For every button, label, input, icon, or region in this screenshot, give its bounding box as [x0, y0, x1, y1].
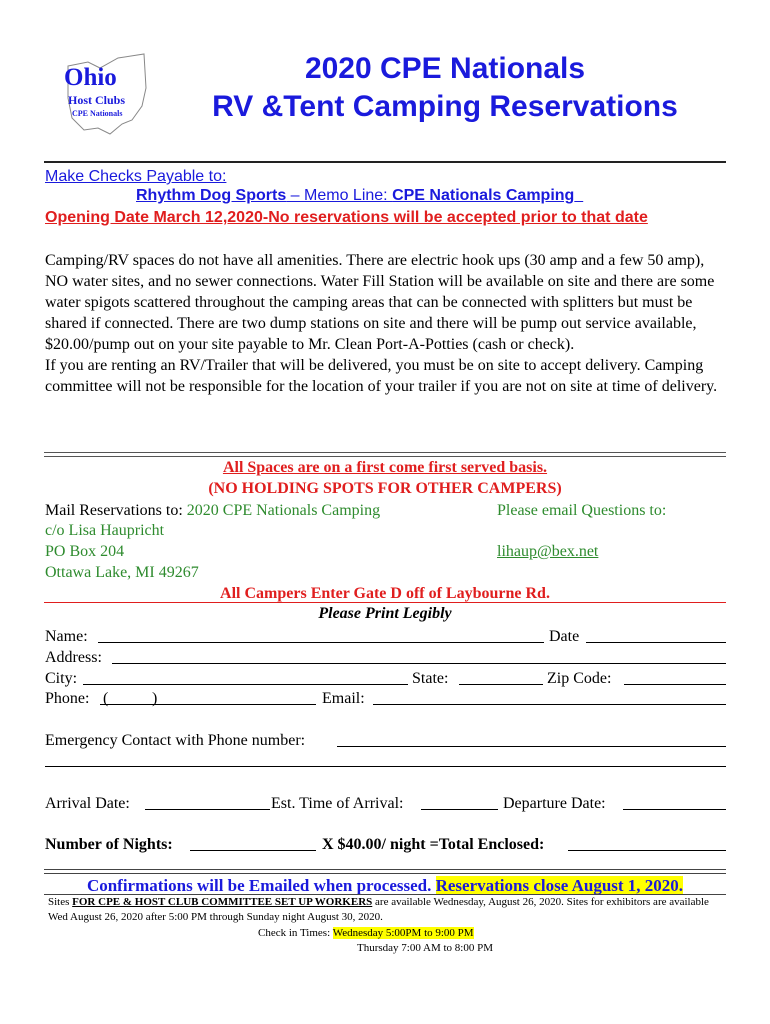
- logo-host-clubs-text: Host Clubs: [68, 93, 126, 107]
- amenities-paragraph: Camping/RV spaces do not have all amenities. There are electric hook ups (30 amp and a few 50 amp), NO water sites, and no sewer connections. Water Fill Station will be available on site and there are some water spigots scattered throughout the camping areas that can be connected with splitters but must be shared if connected. There are two dump stations on site and there will be pump out service available, $20.00/pump out on your site payable to Mr. Clean Port-A-Potties (cash or check).: [45, 252, 715, 353]
- first-come-text: All Spaces are on a first come first served basis.: [222, 459, 548, 476]
- name-field[interactable]: [98, 642, 544, 643]
- questions-email-link[interactable]: lihaup@bex.net: [497, 543, 599, 560]
- memo-value: CPE Nationals Camping: [392, 187, 575, 204]
- mail-box: PO Box 204: [45, 543, 125, 560]
- questions-label: Please email Questions to:: [497, 502, 667, 519]
- opening-date-notice: Opening Date March 12,2020-No reservations will be accepted prior to that date: [45, 209, 648, 226]
- state-field[interactable]: [459, 684, 543, 685]
- sites-availability-note: [48, 895, 728, 925]
- memo-label: Memo Line:: [304, 187, 393, 204]
- arrival-field[interactable]: [145, 809, 270, 810]
- divider: [44, 873, 726, 874]
- nights-label: Number of Nights:: [45, 836, 173, 853]
- logo-ohio-text: Ohio: [64, 64, 117, 91]
- address-label: Address:: [45, 649, 102, 666]
- confirmation-text: Confirmations will be Emailed when processed.: [86, 876, 432, 895]
- zip-field[interactable]: [624, 684, 726, 685]
- page-title: 2020 CPE Nationals: [304, 52, 586, 85]
- divider: [44, 456, 726, 457]
- phone-label: Phone:: [45, 690, 90, 707]
- total-field[interactable]: [568, 850, 726, 851]
- phone-field[interactable]: [100, 704, 316, 705]
- print-legibly-note: Please Print Legibly: [318, 605, 452, 622]
- city-label: City:: [45, 670, 78, 687]
- committee-text: FOR CPE & HOST CLUB COMMITTEE SET UP WORKERS: [72, 896, 373, 908]
- email-label: Email:: [322, 690, 365, 707]
- mail-label: Mail Reservations to:: [45, 502, 187, 519]
- email-field[interactable]: [373, 704, 726, 705]
- est-time-label: Est. Time of Arrival:: [271, 795, 404, 812]
- delivery-paragraph: If you are renting an RV/Trailer that will be delivered, you must be on site to accept delivery. Camping committee will not be responsible for the location of your trailer if you are not on site at time of delivery.: [45, 357, 718, 395]
- camping-info-text: [45, 250, 729, 397]
- check-in-times: [258, 927, 474, 939]
- first-come-notice: [44, 459, 726, 477]
- payee-dash: –: [286, 187, 305, 204]
- sites-word: Sites: [48, 896, 73, 908]
- mail-city: Ottawa Lake, MI 49267: [45, 564, 199, 581]
- name-label: Name:: [45, 628, 88, 645]
- city-field[interactable]: [83, 684, 408, 685]
- no-holding-notice: (NO HOLDING SPOTS FOR OTHER CAMPERS): [208, 480, 562, 497]
- phone-paren-close: ): [152, 690, 158, 707]
- mail-reservations: [45, 502, 380, 520]
- zip-label: Zip Code:: [547, 670, 612, 687]
- divider: [44, 452, 726, 453]
- phone-paren-open: (: [103, 690, 109, 707]
- reservations-close-text: Reservations close August 1, 2020.: [435, 876, 684, 895]
- nights-field[interactable]: [190, 850, 316, 851]
- ohio-host-clubs-logo: [58, 48, 154, 138]
- emergency-label: Emergency Contact with Phone number:: [45, 732, 306, 749]
- payee-line: [136, 187, 583, 205]
- mail-to: 2020 CPE Nationals Camping: [186, 502, 381, 519]
- total-label: X $40.00/ night =Total Enclosed:: [322, 836, 545, 853]
- date-field[interactable]: [586, 642, 726, 643]
- state-label: State:: [412, 670, 449, 687]
- gate-notice: All Campers Enter Gate D off of Laybourne Rd.: [220, 585, 550, 602]
- payee-name: Rhythm Dog Sports: [136, 187, 287, 204]
- logo-cpe-text: CPE Nationals: [72, 109, 123, 118]
- mail-co: c/o Lisa Haupricht: [45, 522, 165, 539]
- divider: [44, 161, 726, 163]
- departure-label: Departure Date:: [503, 795, 606, 812]
- emergency-field[interactable]: [337, 746, 726, 747]
- check-in-wednesday: Wednesday 5:00PM to 9:00 PM: [332, 927, 474, 939]
- checks-payable-label: Make Checks Payable to:: [45, 168, 227, 185]
- check-in-label: Check in Times:: [258, 927, 333, 939]
- divider: [44, 869, 726, 870]
- arrival-label: Arrival Date:: [45, 795, 130, 812]
- check-in-thursday: Thursday 7:00 AM to 8:00 PM: [357, 942, 493, 954]
- sites-rest: are available Wednesday, August 26, 2020. Sites for exhibitors are available Wed August 26, 2020 after 5:00 PM through Sunday night August 30, 2020.: [48, 896, 709, 923]
- address-field[interactable]: [112, 663, 726, 664]
- date-label: Date: [549, 628, 580, 645]
- departure-field[interactable]: [623, 809, 726, 810]
- confirmation-notice: [44, 876, 726, 896]
- page-subtitle: RV &Tent Camping Reservations: [212, 90, 678, 123]
- est-time-field[interactable]: [421, 809, 498, 810]
- emergency-field-line2[interactable]: [45, 766, 726, 767]
